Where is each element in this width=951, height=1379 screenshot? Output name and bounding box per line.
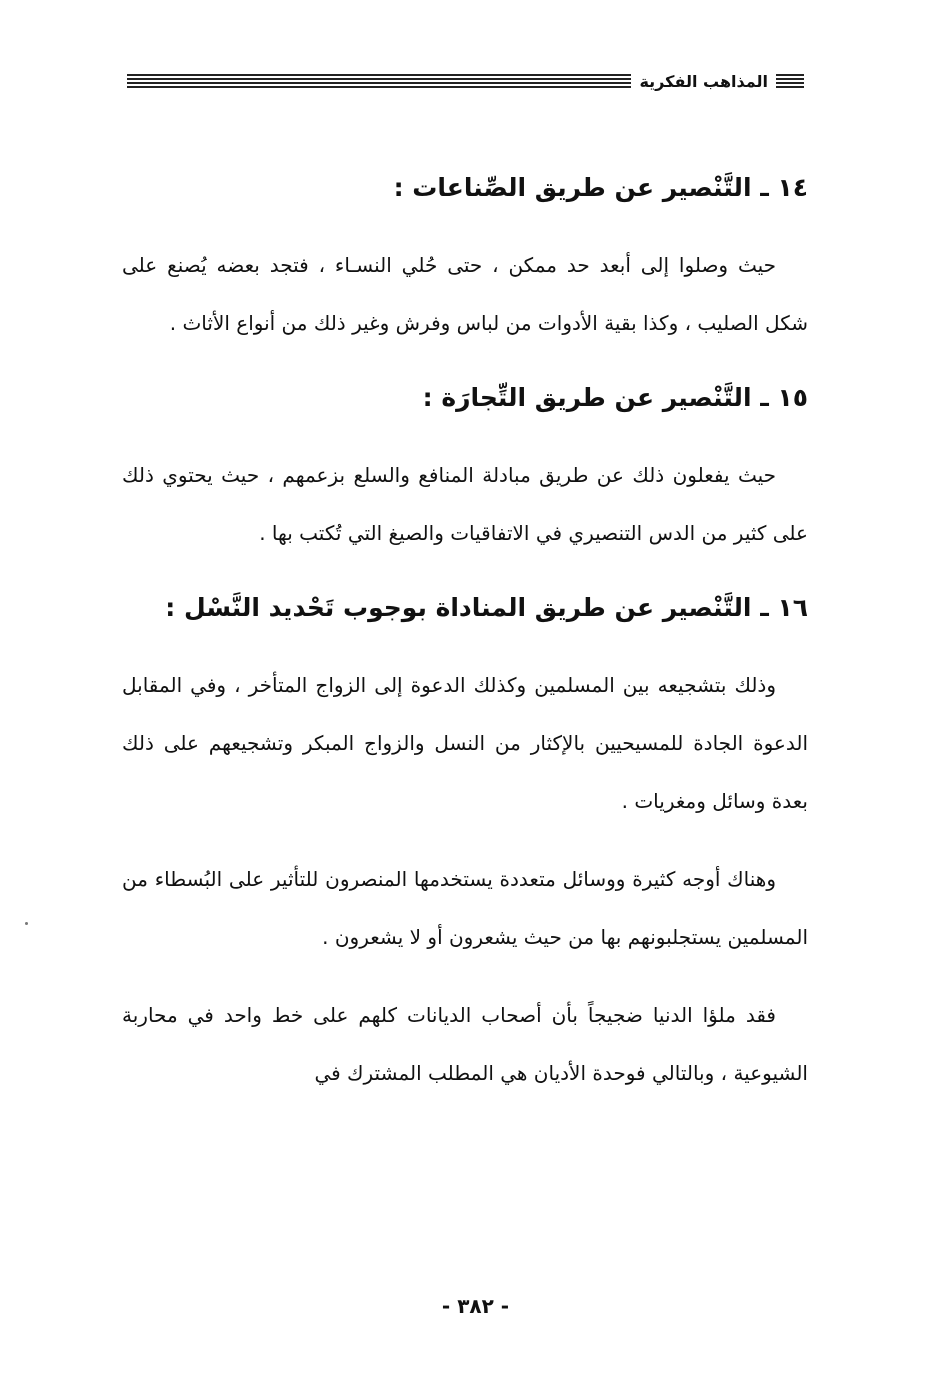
page-number: - ٣٨٢ - (441, 1294, 510, 1318)
scan-speck (25, 922, 28, 925)
paragraph: وذلك بتشجيعه بين المسلمين وكذلك الدعوة إلى الزواج المتأخر ، وفي المقابل الدعوة الجادة للمسيحيين بالإكثار من النسل والزواج المبكر وتشجيعهم على ذلك بعدة وسائل ومغريات . (122, 673, 808, 813)
header-ornament-left (127, 74, 631, 90)
page-body (122, 168, 808, 1102)
section-heading-15: ١٥ ـ التَّنْصير عن طريق التِّجارَة : (422, 383, 808, 412)
header-ornament-right (776, 74, 804, 90)
paragraph: حيث وصلوا إلى أبعد حد ممكن ، حتى حُلي النسـاء ، فتجد بعضه يُصنع على شكل الصليب ، وكذا بقية الأدوات من لباس وفرش وغير ذلك من أنواع الأثاث . (122, 253, 808, 335)
header-title: المذاهب الفكرية (639, 72, 768, 91)
paragraph: وهناك أوجه كثيرة ووسائل متعددة يستخدمها المنصرون للتأثير على البُسطاء من المسلمين يستجلبونهم بها من حيث يشعرون أو لا يشعرون . (122, 867, 808, 949)
section-heading-16: ١٦ ـ التَّنْصير عن طريق المناداة بوجوب تَحْديد النَّسْل : (165, 593, 808, 622)
section-heading-14: ١٤ ـ التَّنْصير عن طريق الصِّناعات : (393, 173, 808, 202)
paragraph: فقد ملؤا الدنيا ضجيجاً بأن أصحاب الديانات كلهم على خط واحد في محاربة الشيوعية ، وبالتالي فوحدة الأديان هي المطلب المشترك في (122, 1003, 808, 1085)
running-header (127, 70, 804, 94)
paragraph: حيث يفعلون ذلك عن طريق مبادلة المنافع والسلع بزعمهم ، حيث يحتوي ذلك على كثير من الدس التنصيري في الاتفاقيات والصيغ التي تُكتب بها . (122, 463, 808, 545)
